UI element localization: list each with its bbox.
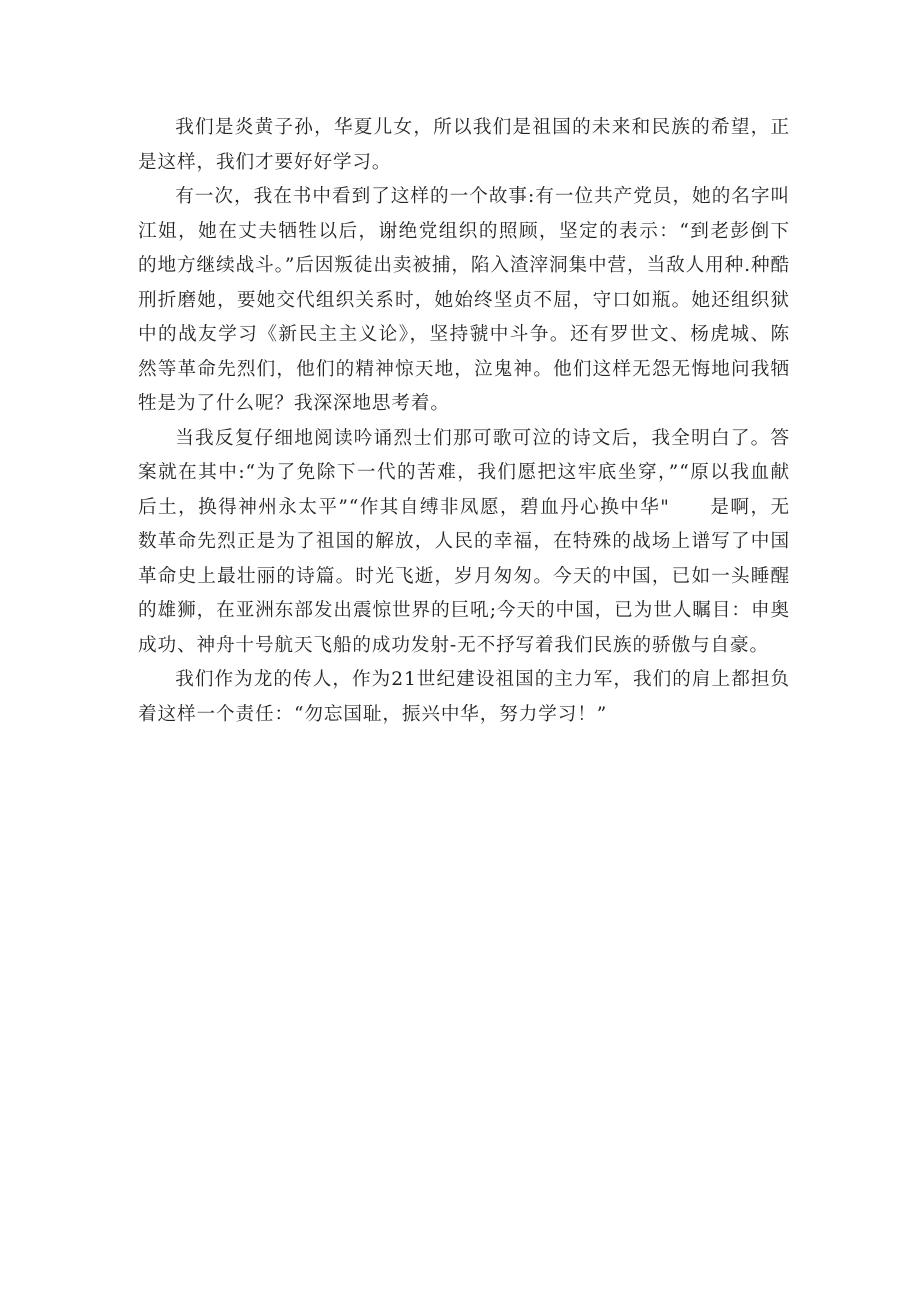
paragraph-1: 我们是炎黄子孙，华夏儿女，所以我们是祖国的未来和民族的希望，正是这样，我们才要好好学习。 (138, 117, 790, 173)
paragraph-2: 有一次，我在书中看到了这样的一个故事:有一位共产党员，她的名字叫江姐，她在丈夫牺牲以后，谢绝党组织的照顾，坚定的表示：“到老彭倒下的地方继续战斗。”后因叛徒出卖被捕，陷入渣滓洞集中营，当敌人用种.种酷刑折磨她，要她交代组织关系时，她始终坚贞不屈，守口如瓶。她还组织狱中的战友学习《新民主主义论》，坚持虢中斗争。还有罗世文、杨虎城、陈然等革命先烈们，他们的精神惊天地，泣鬼神。他们这样无怨无悔地问我牺牲是为了什么呢？我深深地思考着。 (138, 186, 790, 414)
paragraph-4: 我们作为龙的传人，作为21世纪建设祖国的主力军，我们的肩上都担负着这样一个责任：“勿忘国耻，振兴中华，努力学习！” (138, 669, 790, 725)
document-body (138, 111, 790, 732)
paragraph-3: 当我反复仔细地阅读吟诵烈士们那可歌可泣的诗文后，我全明白了。答案就在其中:“为了免除下一代的苦难，我们愿把这牢底坐穿，”“原以我血献后土，换得神州永太平”“作其自缚非凤愿，碧血丹心换中华" 是啊，无数革命先烈正是为了祖国的解放，人民的幸福，在特殊的战场上谱写了中国革命史上最壮丽的诗篇。时光飞逝，岁月匆匆。今天的中国，已如一头睡醒的雄狮，在亚洲东部发出震惊世界的巨吼;今天的中国，已为世人瞩目：申奥成功、神舟十号航天飞船的成功发射-无不抒写着我们民族的骄傲与自豪。 (138, 427, 790, 656)
